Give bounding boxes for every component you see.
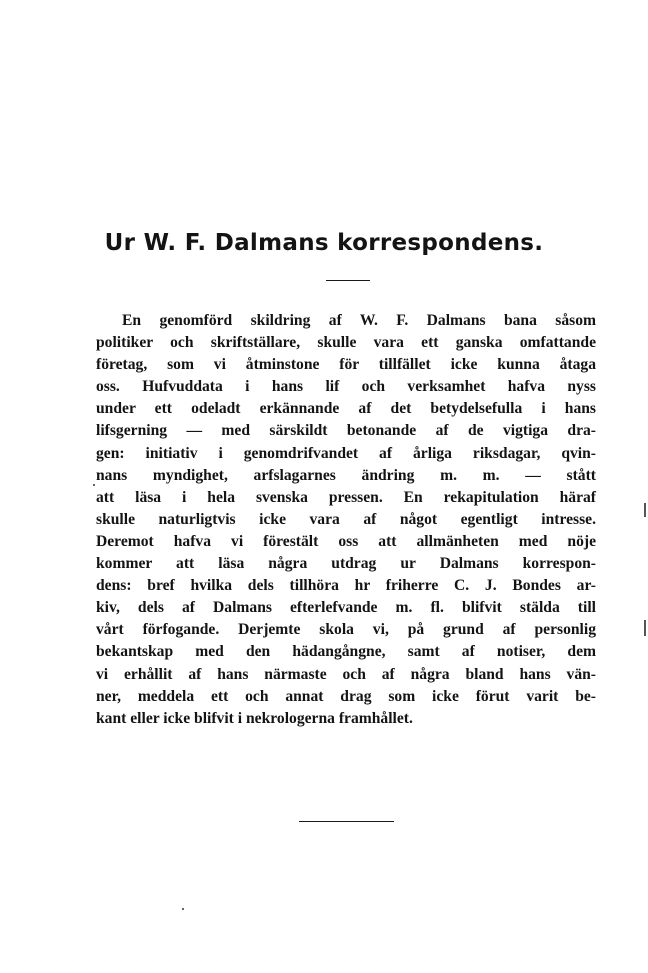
paragraph-line: under ett odeladt erkännande af det betydelsefulla i hans <box>96 400 596 418</box>
scan-speck <box>182 908 184 910</box>
paragraph-line: företag, som vi åtminstone för tillfället icke kunna åtaga <box>96 356 596 374</box>
paragraph-line: kant eller icke blifvit i nekrologerna framhållet. <box>96 709 413 727</box>
scan-edge-mark <box>644 503 646 517</box>
scan-speck <box>93 484 95 486</box>
body-paragraph <box>96 310 596 730</box>
paragraph-line: ner, meddela ett och annat drag som icke förut varit be- <box>96 687 596 705</box>
page-title: Ur W. F. Dalmans korrespondens. <box>104 230 544 256</box>
paragraph-line: En genomförd skildring af W. F. Dalmans bana såsom <box>122 312 596 329</box>
paragraph-line: bekantskap med den hädangångne, samt af notiser, dem <box>96 643 596 661</box>
paragraph-line: vårt förfogande. Derjemte skola vi, på grund af personlig <box>96 621 596 639</box>
closing-divider <box>299 821 394 822</box>
paragraph-line: dens: bref hvilka dels tillhöra hr friherre C. J. Bondes ar- <box>96 577 596 595</box>
paragraph-line: Deremot hafva vi förestält oss att allmänheten med nöje <box>96 532 596 550</box>
paragraph-line: nans myndighet, arfslagarnes ändring m. m. — stått <box>96 466 596 484</box>
paragraph-line: kiv, dels af Dalmans efterlefvande m. fl. blifvit stälda till <box>96 599 596 617</box>
paragraph-line: att läsa i hela svenska pressen. En rekapitulation häraf <box>96 488 596 506</box>
title-divider <box>326 280 370 281</box>
paragraph-line: kommer att läsa några utdrag ur Dalmans korrespon- <box>96 555 596 573</box>
paragraph-line: oss. Hufvuddata i hans lif och verksamhet hafva nyss <box>96 378 596 396</box>
paragraph-line: gen: initiativ i genomdrifvandet af årliga riksdagar, qvin- <box>96 444 596 462</box>
paragraph-line: vi erhållit af hans närmaste och af några bland hans vän- <box>96 665 596 683</box>
paragraph-line: lifsgerning — med särskildt betonande af de vigtiga dra- <box>96 422 596 440</box>
paragraph-line: politiker och skriftställare, skulle vara ett ganska omfattande <box>96 334 596 352</box>
paragraph-line: skulle naturligtvis icke vara af något egentligt intresse. <box>96 510 596 528</box>
scan-edge-mark <box>644 620 646 636</box>
